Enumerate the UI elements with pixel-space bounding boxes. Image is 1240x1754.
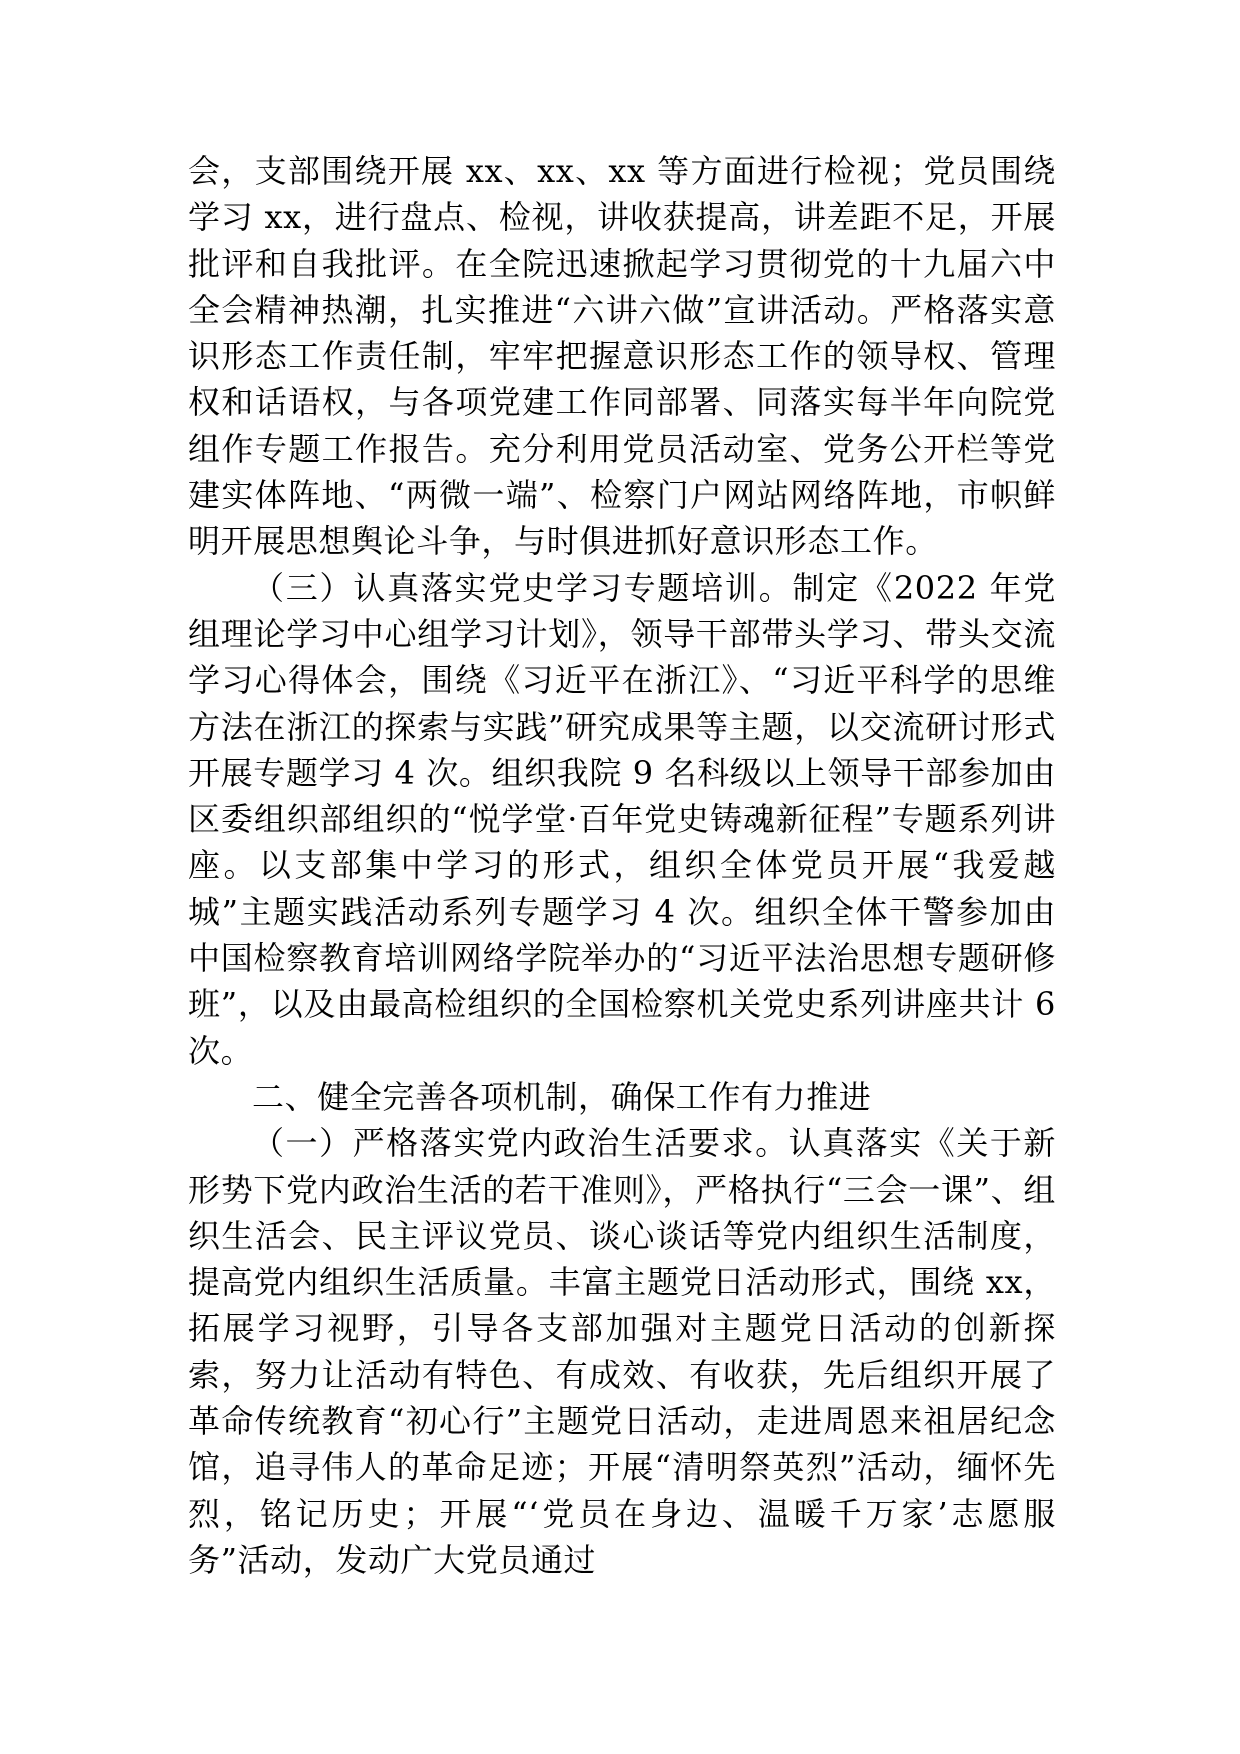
document-body xyxy=(188,148,1056,1583)
section-heading-mechanisms: 二、健全完善各项机制，确保工作有力推进 xyxy=(252,1077,872,1116)
paragraph-party-history-training: （三）认真落实党史学习专题培训。制定《2022 年党组理论学习中心组学习计划》，领导干部带头学习、带头交流学习心得体会，围绕《习近平在浙江》、“习近平科学的思维方法在浙江的探索与实践”研究成果等主题，以交流研讨形式开展专题学习 4 次。组织我院 9 名科级以上领导干部参加由区委组织部组织的“悦学堂·百年党史铸魂新征程”专题系列讲座。以支部集中学习的形式，组织全体党员开展“我爱越城”主题实践活动系列专题学习 4 次。组织全体干警参加由中国检察教育培训网络学院举办的“习近平法治思想专题研修班”，以及由最高检组织的全国检察机关党史系列讲座共计 6 次。 xyxy=(188,568,1056,1070)
paragraph-political-life: （一）严格落实党内政治生活要求。认真落实《关于新形势下党内政治生活的若干准则》，严格执行“三会一课”、组织生活会、民主评议党员、谈心谈话等党内组织生活制度，提高党内组织生活质量。丰富主题党日活动形式，围绕 xx，拓展学习视野，引导各支部加强对主题党日活动的创新探索，努力让活动有特色、有成效、有收获，先后组织开展了革命传统教育“初心行”主题党日活动，走进周恩来祖居纪念馆，追寻伟人的革命足迹；开展“清明祭英烈”活动，缅怀先烈，铭记历史；开展“‘党员在身边、温暖千万家’志愿服务”活动，发动广大党员通过 xyxy=(188,1124,1056,1579)
paragraph-continued-intro: 会，支部围绕开展 xx、xx、xx 等方面进行检视；党员围绕学习 xx，进行盘点、检视，讲收获提高，讲差距不足，开展批评和自我批评。在全院迅速掀起学习贯彻党的十九届六中全会精神热潮，扎实推进“六讲六做”宣讲活动。严格落实意识形态工作责任制，牢牢把握意识形态工作的领导权、管理权和话语权，与各项党建工作同部署、同落实每半年向院党组作专题工作报告。充分利用党员活动室、党务公开栏等党建实体阵地、“两微一端”、检察门户网站网络阵地，市帜鲜明开展思想舆论斗争，与时俱进抓好意识形态工作。 xyxy=(188,152,1056,561)
